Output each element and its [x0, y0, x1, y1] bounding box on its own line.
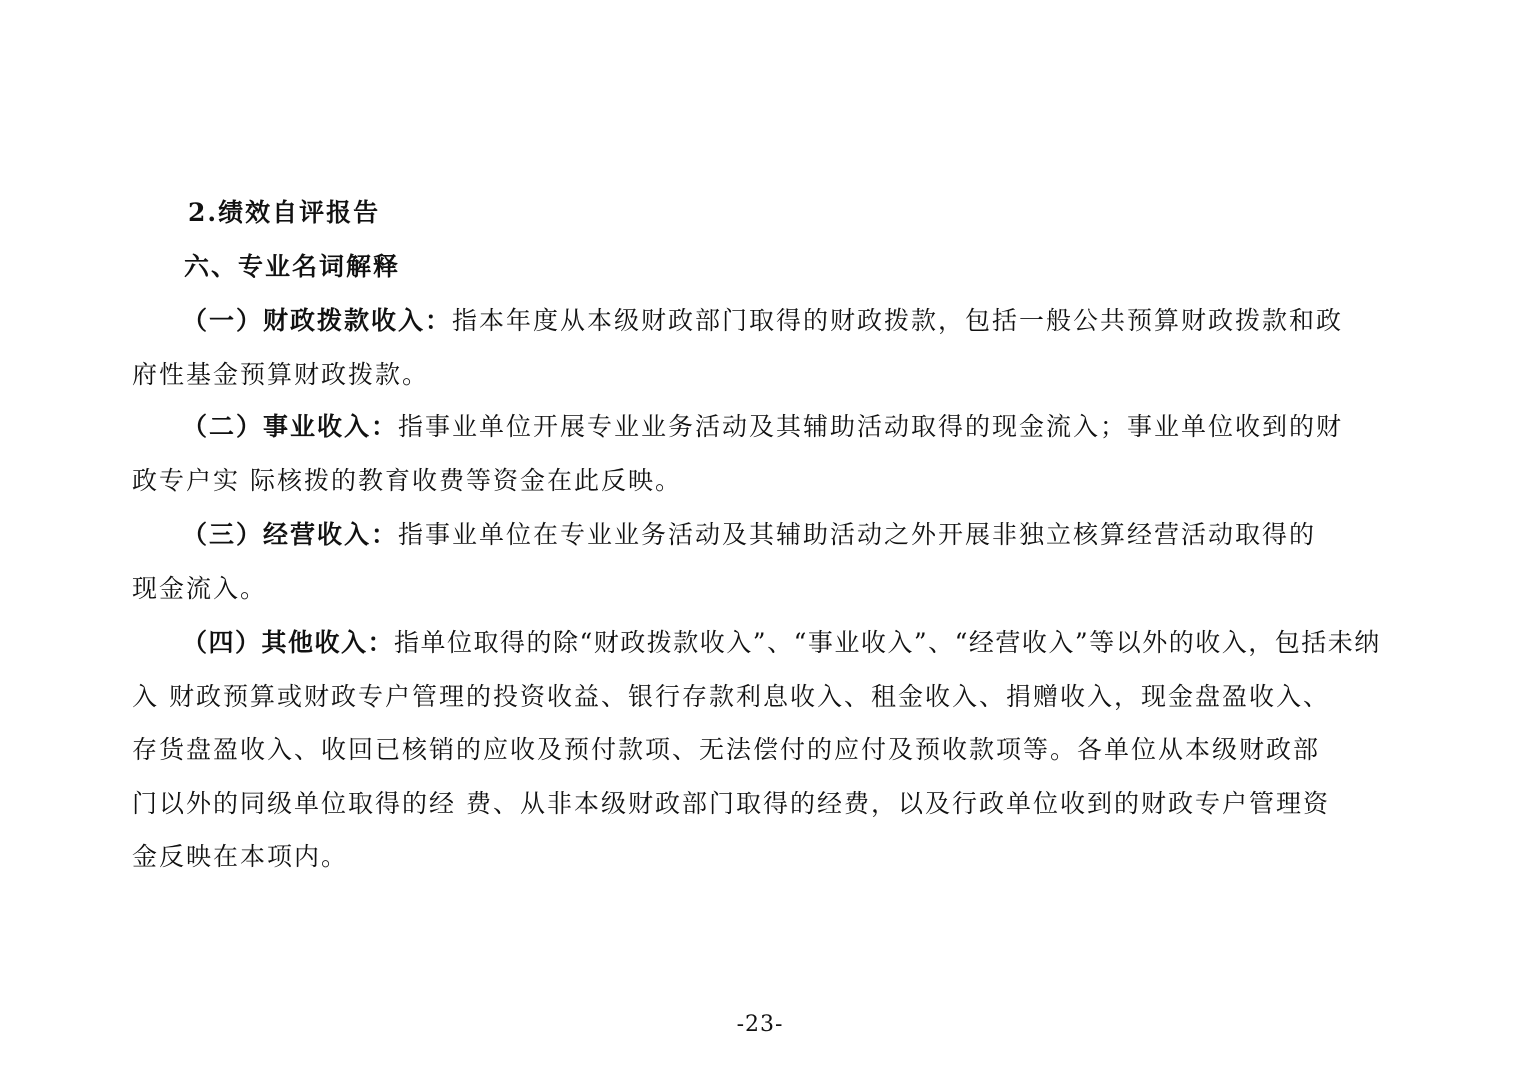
term-label: （三）经营收入：	[182, 520, 399, 549]
definition-item-3-line-2: 现金流入。	[132, 574, 268, 603]
definition-item-4-line-4: 门以外的同级单位取得的经 费、从非本级财政部门取得的经费，以及行政单位收到的财政专户管理资	[132, 789, 1330, 818]
term-label: （四）其他收入：	[182, 628, 395, 657]
definition-text: 指本年度从本级财政部门取得的财政拨款，包括一般公共预算财政拨款和政	[452, 306, 1344, 335]
definition-item-4-line-3: 存货盘盈收入、收回已核销的应收及预付款项、无法偿付的应付及预收款项等。各单位从本级财政部	[132, 735, 1321, 764]
term-label: （二）事业收入：	[182, 412, 399, 441]
definition-text: 指单位取得的除“财政拨款收入”、“事业收入”、“经营收入”等以外的收入，包括未纳	[394, 628, 1381, 657]
definition-text: 指事业单位在专业业务活动及其辅助活动之外开展非独立核算经营活动取得的	[398, 520, 1317, 549]
report-heading: 2.绩效自评报告	[188, 198, 381, 227]
definition-item-4-line-5: 金反映在本项内。	[132, 842, 349, 871]
definition-item-1-line-1	[182, 304, 1343, 338]
definition-item-2-line-2: 政专户实 际核拨的教育收费等资金在此反映。	[132, 466, 682, 495]
definition-item-4-line-1	[182, 626, 1381, 660]
section-heading: 六、专业名词解释	[184, 252, 401, 281]
definition-item-3-line-1	[182, 518, 1316, 552]
definition-text: 指事业单位开展专业业务活动及其辅助活动取得的现金流入；事业单位收到的财	[398, 412, 1344, 441]
definition-item-2-line-1	[182, 410, 1343, 444]
definition-item-4-line-2: 入 财政预算或财政专户管理的投资收益、银行存款利息收入、租金收入、捐赠收入，现金盘盈收入、	[132, 682, 1330, 711]
definition-item-1-line-2: 府性基金预算财政拨款。	[132, 360, 430, 389]
term-label: （一）财政拨款收入：	[182, 306, 453, 335]
page-number: -23-	[736, 1012, 784, 1037]
